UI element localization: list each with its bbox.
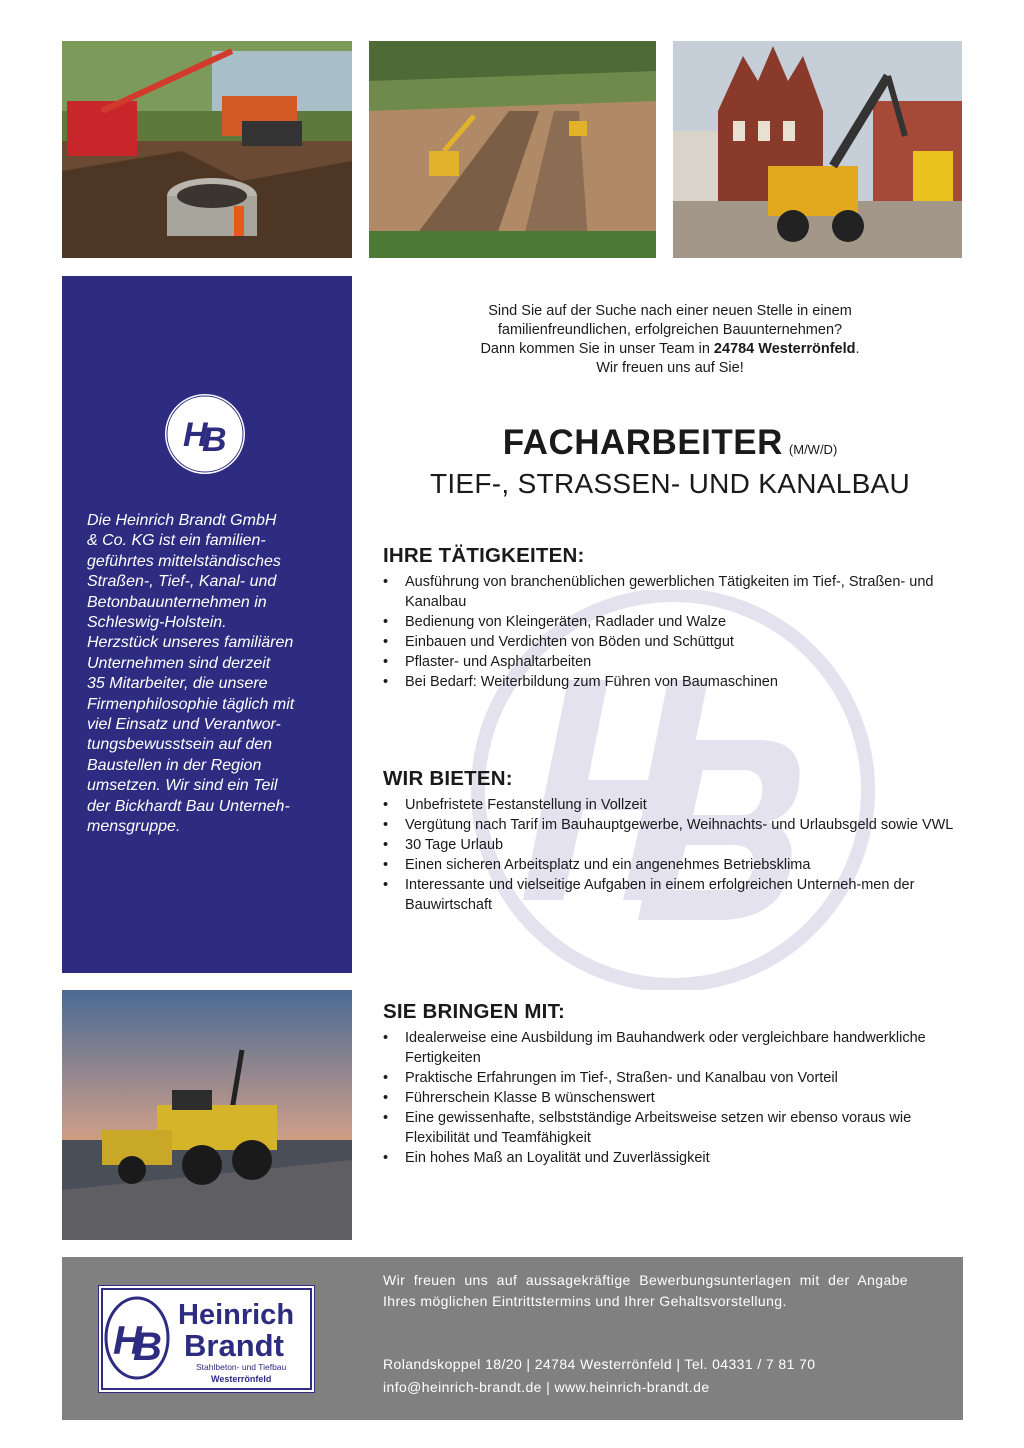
list-item: • Führerschein Klasse B wünschenswert <box>383 1088 958 1108</box>
company-line: Straßen-, Tief-, Kanal- und <box>87 573 277 591</box>
list-item: • Eine gewissenhafte, selbstständige Arbeitsweise setzen wir ebenso voraus wie Flexibilität und Teamfähigkeit <box>383 1108 958 1148</box>
list-item: • Unbefristete Festanstellung in Vollzeit <box>383 795 958 815</box>
heinrich-brandt-logo <box>98 1285 315 1393</box>
list-item: • Idealerweise eine Ausbildung im Bauhandwerk oder vergleichbare handwerkliche Fertigkeiten <box>383 1028 958 1068</box>
section-heading: SIE BRINGEN MIT: <box>383 1000 566 1023</box>
company-line: Die Heinrich Brandt GmbH <box>87 512 277 529</box>
list-item: • Einen sicheren Arbeitsplatz und ein angenehmes Betriebsklima <box>383 855 958 875</box>
list-item: • 30 Tage Urlaub <box>383 835 958 855</box>
earthworks-excavators-photo <box>369 41 656 258</box>
company-line: umsetzen. Wir sind ein Teil <box>87 777 278 795</box>
list-item: • Pflaster- und Asphaltarbeiten <box>383 652 958 672</box>
footer-logo-name-1: Heinrich <box>178 1299 295 1331</box>
intro-line-prefix: Dann kommen Sie in unser Team in <box>480 341 714 357</box>
job-title-main: FACHARBEITER <box>502 423 783 462</box>
logo-b: B <box>202 421 227 459</box>
footer-email-web[interactable]: info@heinrich-brandt.de | www.heinrich-brandt.de <box>383 1379 710 1395</box>
list-item: • Einbauen und Verdichten von Böden und Schüttgut <box>383 632 958 652</box>
footer-contact <box>383 1353 908 1399</box>
footer-logo-tagline: Stahlbeton- und Tiefbau <box>196 1362 287 1372</box>
section-bieten <box>383 767 958 915</box>
section-taetigkeiten <box>383 544 958 692</box>
company-line: viel Einsatz und Verantwor- <box>87 716 281 734</box>
section-heading: WIR BIETEN: <box>383 767 513 790</box>
company-info-panel <box>62 276 352 973</box>
intro-line: Wir freuen uns auf Sie! <box>596 360 744 376</box>
list-item: • Praktische Erfahrungen im Tief-, Straßen- und Kanalbau von Vorteil <box>383 1068 958 1088</box>
company-line: 35 Mitarbeiter, die unsere <box>87 675 268 693</box>
intro-line: familienfreundlichen, erfolgreichen Bauunternehmen? <box>497 322 843 338</box>
footer-address: Rolandskoppel 18/20 | 24784 Westerrönfeld | Tel. 04331 / 7 81 70 <box>383 1356 816 1372</box>
footer-logo-b: B <box>133 1325 162 1369</box>
footer-logo-h: H <box>113 1319 142 1363</box>
company-description <box>87 511 337 838</box>
company-line: Baustellen in der Region <box>87 756 262 774</box>
company-line: Firmenphilosophie täglich mit <box>87 695 295 713</box>
list-item: • Interessante und vielseitige Aufgaben in einem erfolgreichen Unterneh-men der Bauwirtschaft <box>383 875 958 915</box>
logo-h: H <box>183 416 208 454</box>
intro-line-suffix: . <box>855 341 860 357</box>
section-bringen <box>383 1000 958 1168</box>
company-line: Schleswig-Holstein. <box>87 614 227 632</box>
company-line: der Bickhardt Bau Unterneh- <box>87 797 290 815</box>
job-subtitle: TIEF-, STRASSEN- UND KANALBAU <box>429 468 911 499</box>
company-line: & Co. KG ist ein familien- <box>87 532 266 550</box>
footer-logo-location: Westerrönfeld <box>211 1374 272 1384</box>
job-title-gender: (M/W/D) <box>788 442 838 457</box>
list-item: • Bei Bedarf: Weiterbildung zum Führen von Baumaschinen <box>383 672 958 692</box>
intro-line <box>395 340 945 359</box>
company-line: mensgruppe. <box>87 818 181 836</box>
footer-apply-text: Wir freuen uns auf aussagekräftige Bewerbungsunterlagen mit der Angabe Ihres möglichen Eintrittstermins und Ihrer Gehaltsvorstellung. <box>383 1272 908 1309</box>
job-title <box>380 423 960 463</box>
intro-line: Sind Sie auf der Suche nach einer neuen Stelle in einem <box>488 303 852 319</box>
company-line: geführtes mittelständisches <box>87 552 281 570</box>
company-line: tungsbewusstsein auf den <box>87 736 273 754</box>
section-heading: IHRE TÄTIGKEITEN: <box>383 544 585 567</box>
company-line: Herzstück unseres familiären <box>87 634 294 652</box>
list-item: • Ein hohes Maß an Loyalität und Zuverlässigkeit <box>383 1148 958 1168</box>
intro-location: 24784 Westerrönfeld <box>713 341 856 357</box>
footer-logo-name-2: Brandt <box>184 1328 284 1363</box>
list-item: • Bedienung von Kleingeräten, Radlader und Walze <box>383 612 958 632</box>
list-item: • Ausführung von branchenüblichen gewerblichen Tätigkeiten im Tief-, Straßen- und Kanalbau <box>383 572 958 612</box>
construction-site-crane-shaft-photo <box>62 41 352 258</box>
intro-text <box>395 302 945 378</box>
list-item: • Vergütung nach Tarif im Bauhauptgewerbe, Weihnachts- und Urlaubsgeld sowie VWL <box>383 815 958 835</box>
company-line: Betonbauunternehmen in <box>87 593 267 611</box>
hb-logo-icon <box>164 393 246 475</box>
footer <box>62 1257 963 1420</box>
volvo-excavator-town-photo <box>673 41 962 258</box>
grader-sunset-photo <box>62 990 352 1240</box>
company-line: Unternehmen sind derzeit <box>87 654 271 672</box>
